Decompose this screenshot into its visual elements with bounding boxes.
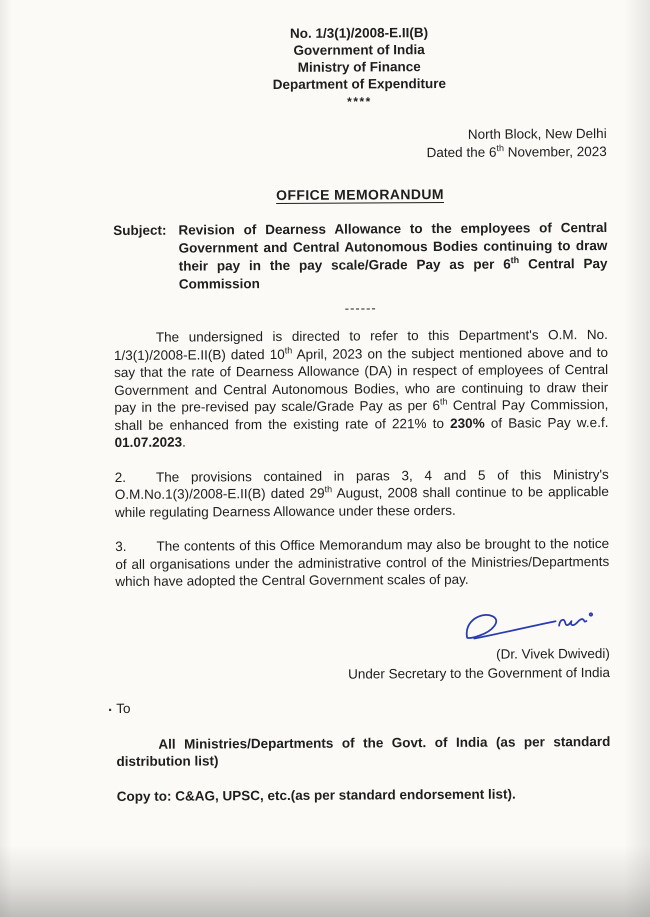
ordinal-superscript: th (324, 484, 333, 495)
scan-shadow-right (624, 0, 650, 917)
text-segment: . (182, 434, 186, 450)
signatory-name: (Dr. Vivek Dwivedi) (496, 645, 610, 662)
text-segment: The contents of this Office Memorandum may also be brought to the notice of all organisations under the administrative control of the Ministries/Departments which have adopted the Central Government scales of pay. (115, 535, 610, 589)
paragraph-1 (114, 326, 609, 452)
ordinal-superscript: th (284, 344, 293, 355)
ordinal-superscript: th (439, 396, 448, 407)
distribution-list: All Ministries/Departments of the Govt. of India (as per standard distribution list) (116, 733, 611, 769)
scan-artifact-dot: . (108, 698, 113, 715)
text-segment: August, 2008 shall continue to be applicable while regulating Dearness Allowance under these orders. (114, 483, 609, 520)
paragraph-3 (115, 535, 609, 591)
separator-stars: **** (347, 94, 372, 109)
emphasized-rate: 230% (450, 415, 485, 431)
scan-shadow-bottom (0, 845, 650, 917)
text-segment: April, 2023 on the subject mentioned above and to say that the rate of Dearness Allowance (DA) in respect of employees of Central Government and Central Autonomous Bodies, who are continuing to draw their pay in the pre-revised pay scale/Grade Pay as per 6 (114, 344, 609, 415)
dateline (113, 125, 607, 164)
text-segment: Central Pay Commission, shall be enhanced from the existing rate of 221% to (114, 396, 609, 433)
text-segment: of Basic Pay w.e.f. (484, 414, 609, 431)
paragraph-number: 3. (115, 538, 127, 554)
date-text: Dated the 6 (426, 144, 497, 161)
signature-block (116, 604, 610, 684)
org-line-government: Government of India (293, 42, 425, 58)
signature-strokes (467, 613, 593, 638)
date-text: November, 2023 (503, 143, 607, 160)
reference-number: No. 1/3(1)/2008-E.II(B) (289, 25, 429, 41)
org-line-department: Department of Expenditure (272, 75, 447, 93)
to-label: To (116, 700, 131, 716)
subject-text (178, 219, 607, 294)
place-line: North Block, New Delhi (467, 125, 607, 142)
text-segment: Revision of Dearness Allowance to the employees of Central Government and Central Autonomous Bodies continuing to draw their pay in the pay scale/Grade Pay as per 6 (178, 219, 608, 274)
text-segment: The undersigned is directed to refer to this Department's O.M. No. 1/3(1)/2008-E.II(B) dated 10 (113, 326, 608, 363)
document-header (112, 23, 607, 112)
subject-block (113, 219, 607, 294)
scan-shadow-left (0, 0, 12, 917)
emphasized-date: 01.07.2023 (114, 434, 183, 450)
text-segment: Central Pay Commission (178, 255, 608, 292)
date-line (113, 143, 607, 164)
text-segment: The provisions contained in paras 3, 4 and 5 of this Ministry's O.M.No.1(3)/2008-E.II(B) dated 29 (114, 466, 609, 502)
document-content (112, 23, 611, 822)
section-divider: ------ (344, 300, 377, 316)
signatory-title: Under Secretary to the Government of India (348, 664, 611, 682)
ordinal-superscript: th (510, 255, 520, 266)
paragraph-2 (115, 465, 609, 521)
org-line-ministry: Ministry of Finance (297, 59, 421, 75)
subject-label: Subject: (113, 222, 167, 238)
copy-to-line: Copy to: C&AG, UPSC, etc.(as per standard endorsement list). (116, 786, 516, 804)
paragraph-number: 2. (114, 469, 127, 485)
date-ordinal: th (496, 143, 504, 154)
document-title: OFFICE MEMORANDUM (276, 185, 444, 204)
